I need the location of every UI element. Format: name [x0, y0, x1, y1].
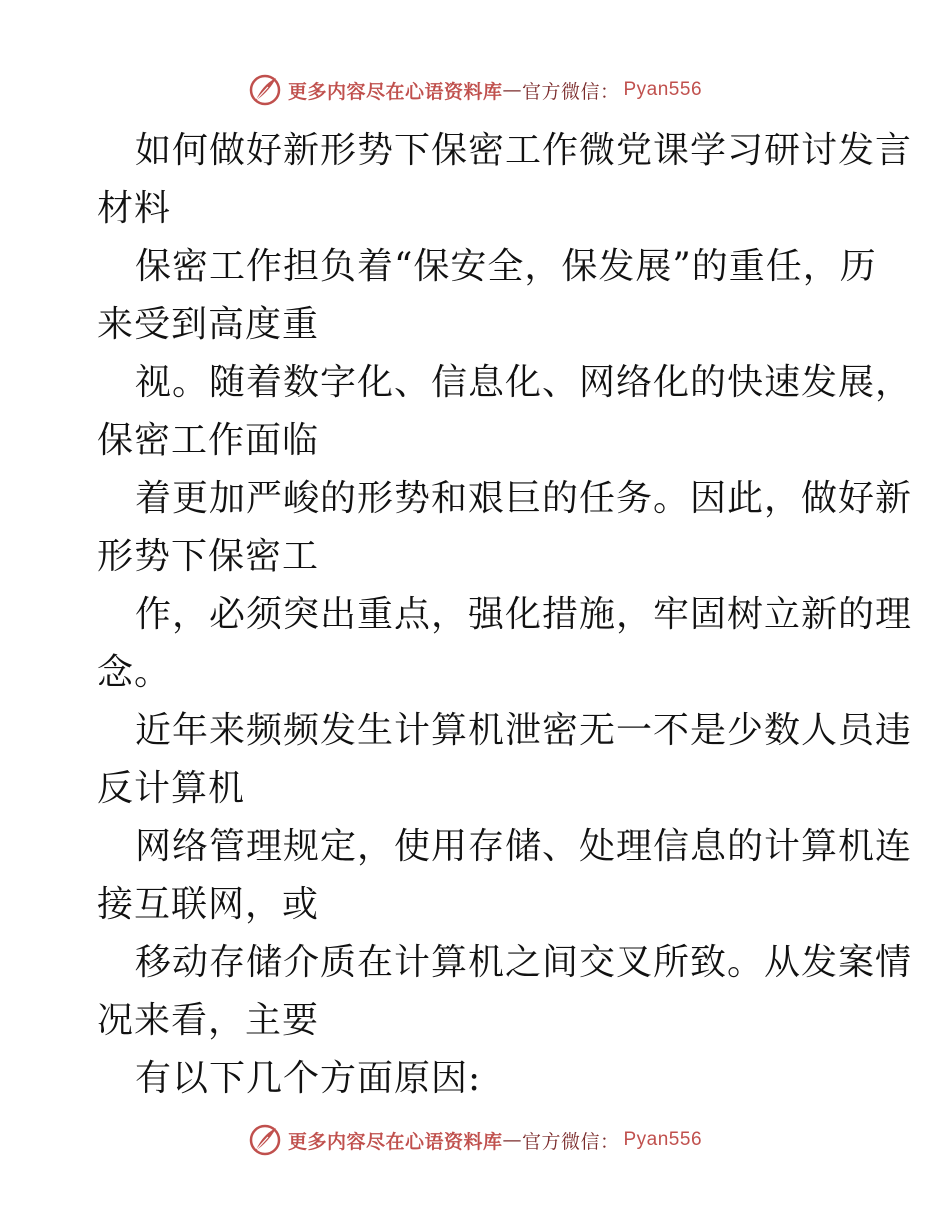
text-line: 形势下保密工 [97, 536, 320, 577]
text-line: 念。 [97, 652, 172, 693]
text-line: 作，必须突出重点，强化措施，牢固树立新的理 [135, 594, 913, 635]
text-line: 接互联网，或 [97, 884, 320, 925]
text-line: 有以下几个方面原因: [135, 1058, 482, 1099]
text-line: 网络管理规定，使用存储、处理信息的计算机连 [135, 826, 913, 867]
watermark-dash: — [502, 1129, 522, 1151]
text-line: 着更加严峻的形势和艰巨的任务。因此，做好新 [135, 478, 913, 519]
watermark-site-name: 更多内容尽在心语资料库 [287, 1130, 503, 1153]
watermark-dash: — [502, 79, 522, 101]
watermark-wechat-label: 官方微信： [521, 80, 620, 103]
text-line: 来受到高度重 [97, 304, 320, 345]
text-line: 视。随着数字化、信息化、网络化的快速发展， [135, 362, 913, 403]
quill-logo-icon [248, 73, 282, 107]
text-line: 保密工作担负着“保安全，保发展”的重任，历 [135, 246, 877, 287]
footer-watermark [0, 1120, 950, 1160]
document-body [97, 122, 913, 1108]
text-line: 移动存储介质在计算机之间交叉所致。从发案情 [135, 942, 913, 983]
watermark-wechat-id: Pyan556 [623, 1129, 703, 1150]
watermark-site-name: 更多内容尽在心语资料库 [287, 80, 503, 103]
title-line-2: 材料 [97, 188, 172, 229]
text-line: 近年来频频发生计算机泄密无一不是少数人员违 [135, 710, 913, 751]
header-watermark [0, 70, 950, 110]
watermark-wechat-label: 官方微信： [521, 1130, 620, 1153]
text-line: 况来看，主要 [97, 1000, 320, 1041]
watermark-wechat-id: Pyan556 [623, 79, 703, 100]
text-line: 保密工作面临 [97, 420, 320, 461]
title-line-1: 如何做好新形势下保密工作微党课学习研讨发言 [135, 130, 913, 171]
text-line: 反计算机 [97, 768, 246, 809]
quill-logo-icon [248, 1123, 282, 1157]
